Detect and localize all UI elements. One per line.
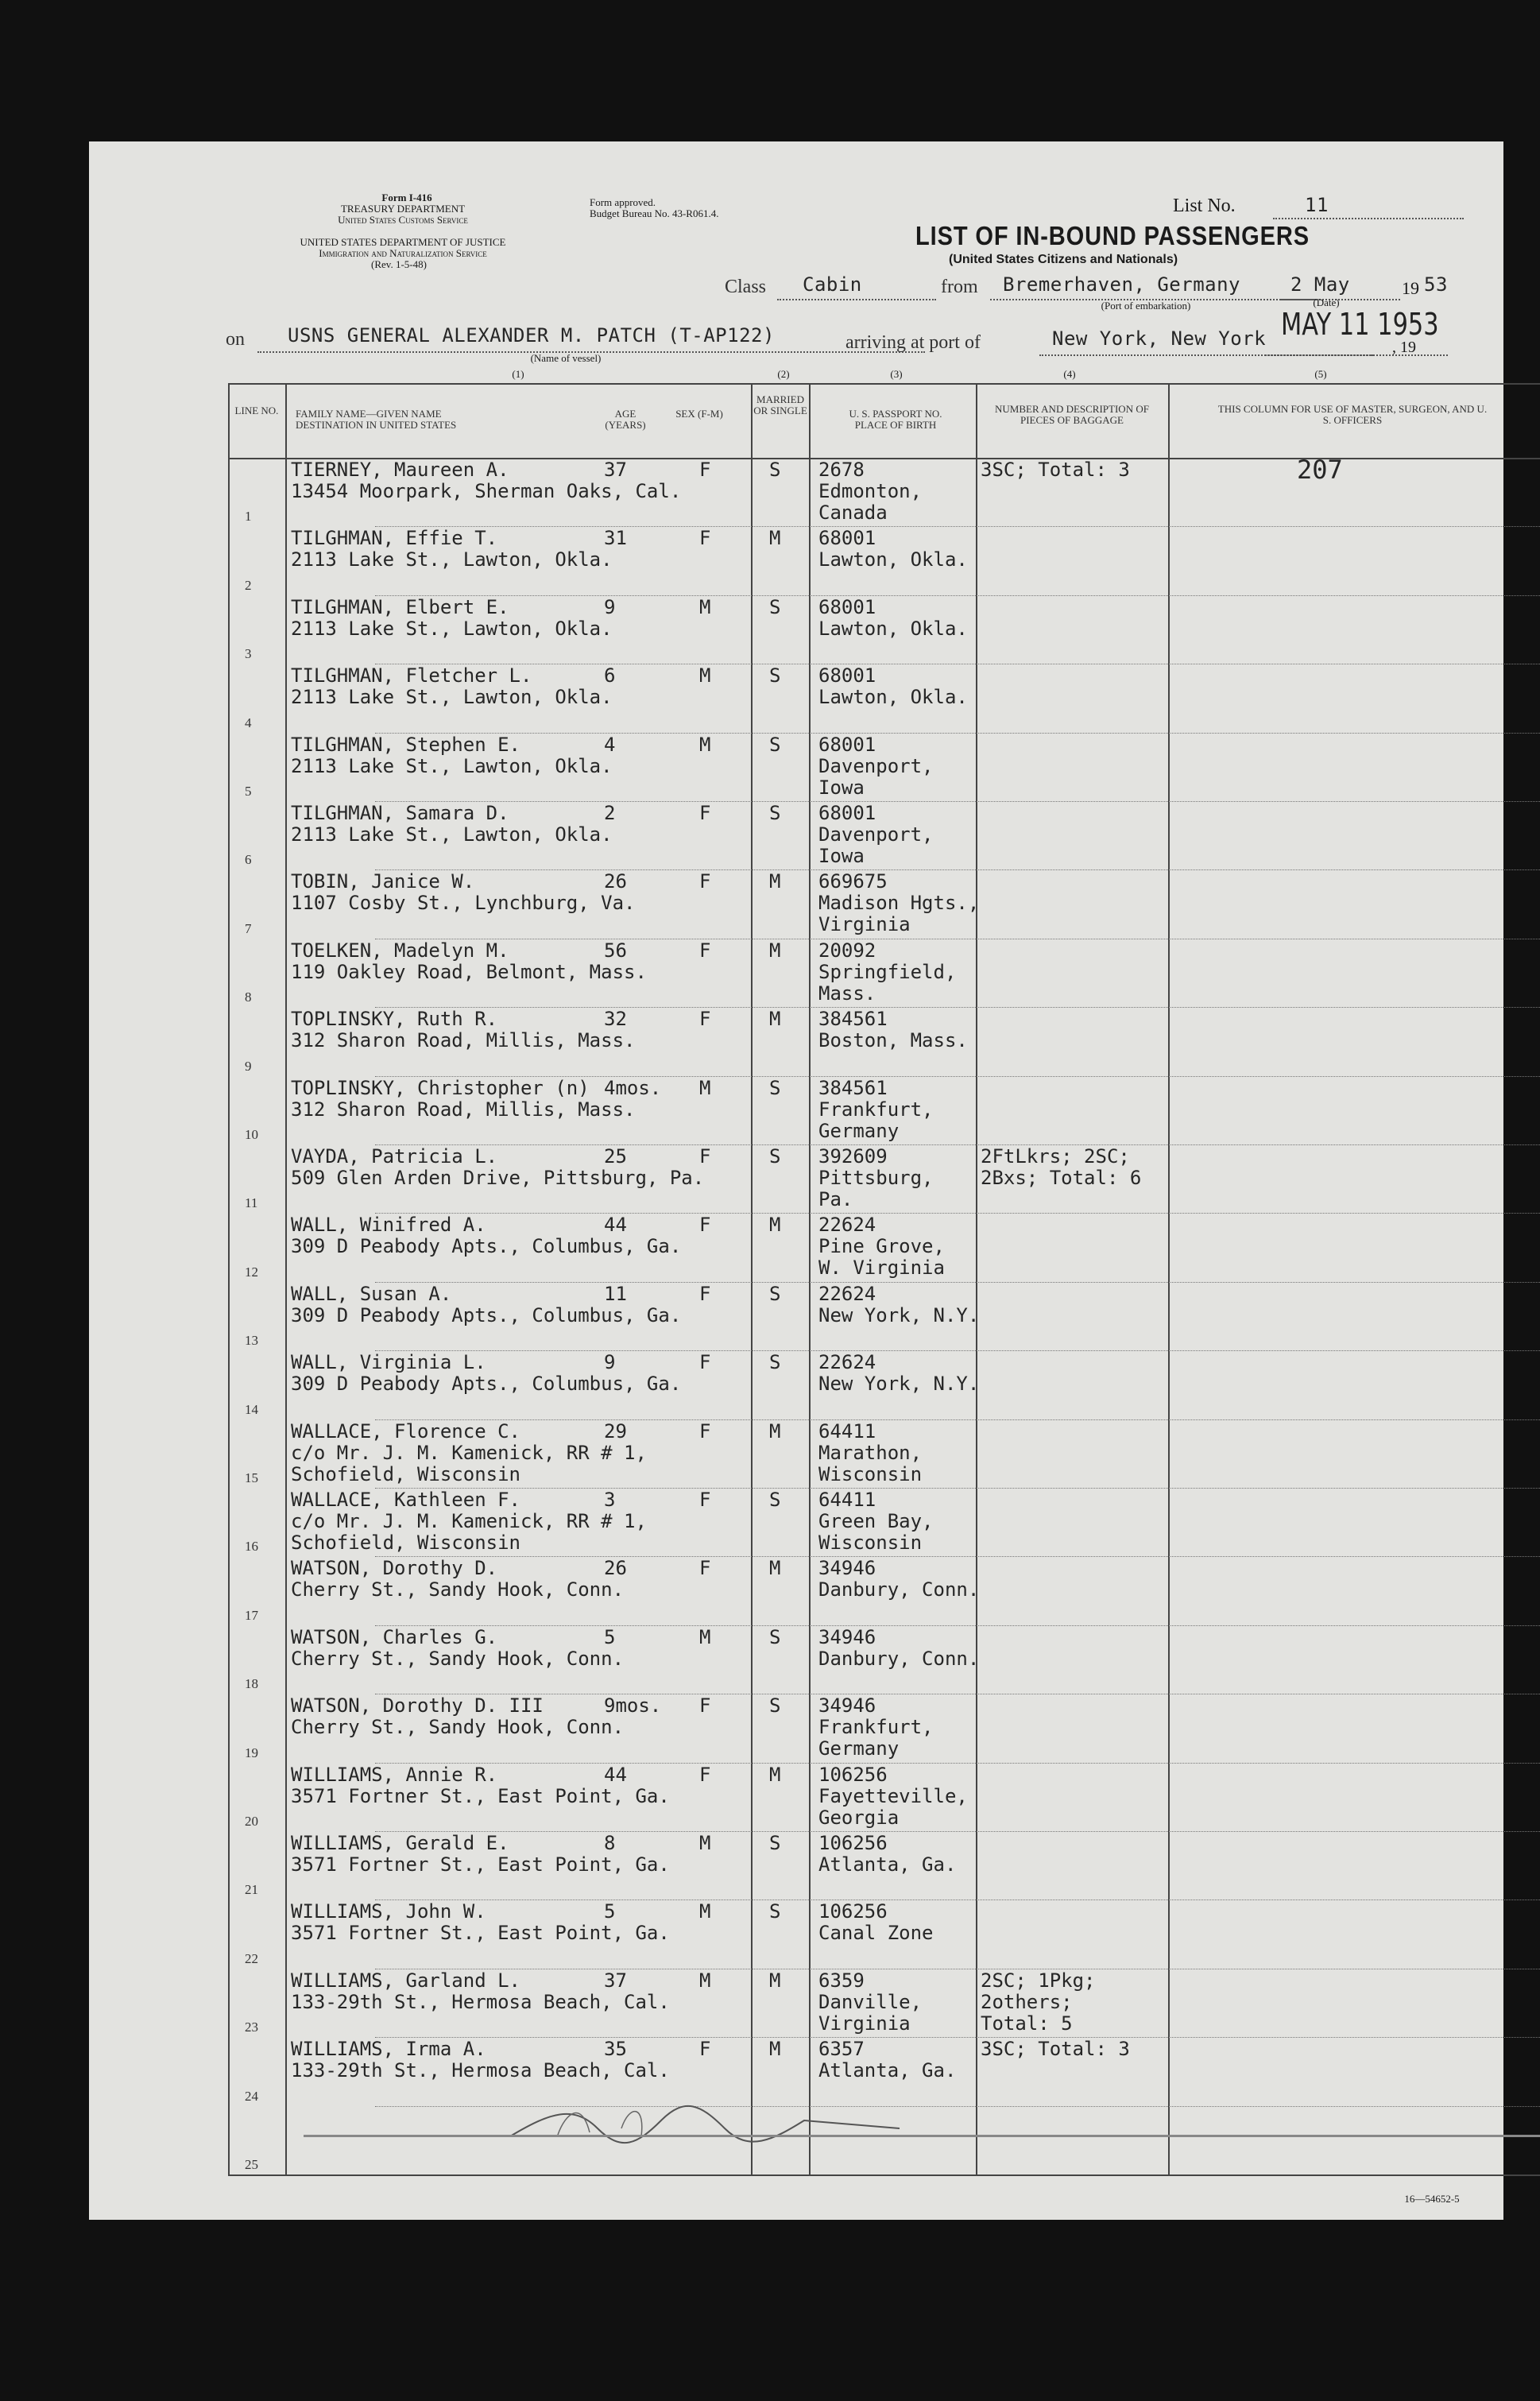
passenger-address: 309 D Peabody Apts., Columbus, Ga.: [291, 1373, 682, 1396]
passport-number: 68001: [818, 664, 876, 687]
passport-number: 6359: [818, 1969, 865, 1992]
passenger-age: 25: [604, 1145, 627, 1168]
birthplace: Atlanta, Ga.: [818, 1853, 957, 1876]
passenger-marital-status: M: [769, 2038, 781, 2061]
passenger-age: 44: [604, 1214, 627, 1237]
passenger-sex: F: [699, 1763, 711, 1786]
birthplace-2: Iowa: [818, 845, 865, 867]
table-row: [89, 1213, 1503, 1282]
line-number: 14: [245, 1401, 258, 1417]
class-label: Class: [725, 277, 767, 297]
line-number: 21: [245, 1882, 258, 1898]
header-line-no: LINE NO.: [234, 405, 279, 416]
passport-number: 64411: [818, 1419, 876, 1443]
passenger-sex: M: [699, 733, 711, 756]
arrival-date-stamp: MAY 11 1953: [1281, 307, 1439, 342]
header-destination: DESTINATION IN UNITED STATES: [296, 419, 457, 431]
passport-number: 384561: [818, 1008, 888, 1031]
birthplace: Canal Zone: [818, 1922, 934, 1945]
arriving-label: arriving at port of: [845, 332, 981, 353]
passenger-sex: F: [699, 527, 711, 550]
passenger-sex: M: [699, 1832, 711, 1854]
list-no-line: [1273, 218, 1464, 219]
header-baggage: NUMBER AND DESCRIPTION OF PIECES OF BAGGAGE: [995, 403, 1149, 426]
passenger-sex: M: [699, 1625, 711, 1648]
passenger-age: 32: [604, 1008, 627, 1031]
birthplace: Springfield,: [818, 960, 957, 983]
passenger-address: 3571 Fortner St., East Point, Ga.: [291, 1784, 670, 1807]
passenger-sex: F: [699, 802, 711, 824]
line-number: 4: [245, 714, 252, 730]
line-number: 16: [245, 1539, 258, 1555]
passenger-address: Cherry St., Sandy Hook, Conn.: [291, 1716, 625, 1739]
passenger-marital-status: S: [769, 1282, 781, 1305]
list-no-label: List No.: [1173, 196, 1236, 216]
form-approved: Form approved.: [590, 196, 656, 208]
passenger-sex: F: [699, 1214, 711, 1237]
header-sex: SEX (F-M): [675, 408, 723, 420]
birthplace-2: Mass.: [818, 982, 876, 1005]
passenger-name: WALLACE, Kathleen F.: [291, 1489, 520, 1511]
passport-number: 392609: [818, 1145, 888, 1168]
passenger-address: 2113 Lake St., Lawton, Okla.: [291, 686, 613, 709]
line-number: 12: [245, 1264, 258, 1280]
passenger-address-2: Schofield, Wisconsin: [291, 1532, 520, 1554]
passenger-sex: F: [699, 939, 711, 962]
birthplace: Danbury, Conn.: [818, 1578, 980, 1601]
passport-number: 34946: [818, 1557, 876, 1580]
passenger-name: WALL, Susan A.: [291, 1282, 452, 1305]
passenger-sex: F: [699, 870, 711, 893]
birthplace-2: Virginia: [818, 2012, 911, 2035]
passenger-marital-status: S: [769, 1900, 781, 1923]
passenger-sex: M: [699, 1076, 711, 1099]
ins-service: Immigration and Naturalization Service: [319, 247, 487, 259]
line-number: 11: [245, 1195, 258, 1211]
line-number: 20: [245, 1813, 258, 1829]
footer-code: 16—54652-5: [1404, 2193, 1460, 2205]
passenger-age: 44: [604, 1763, 627, 1786]
passenger-sex: F: [699, 1557, 711, 1580]
passenger-name: TOBIN, Janice W.: [291, 870, 475, 893]
passenger-address: 13454 Moorpark, Sherman Oaks, Cal.: [291, 480, 682, 502]
officer-note: 207: [1297, 455, 1343, 485]
passenger-marital-status: S: [769, 1351, 781, 1374]
table-row: [89, 1763, 1503, 1832]
birthplace-2: W. Virginia: [818, 1257, 945, 1280]
passenger-address: 309 D Peabody Apts., Columbus, Ga.: [291, 1303, 682, 1326]
passenger-marital-status: M: [769, 939, 781, 962]
line-number: 22: [245, 1950, 258, 1966]
header-name: FAMILY NAME—GIVEN NAME: [296, 408, 442, 420]
passenger-age: 8: [604, 1832, 616, 1854]
passenger-age: 11: [604, 1282, 627, 1305]
table-row: [89, 733, 1503, 802]
birthplace: Frankfurt,: [818, 1716, 934, 1739]
line-number: 5: [245, 783, 252, 799]
port-embarkation-caption: (Port of embarkation): [1101, 300, 1191, 312]
table-row: [89, 526, 1503, 595]
col-number: (5): [1314, 368, 1327, 380]
signature-rule: [304, 2135, 1540, 2137]
birthplace-2: Canada: [818, 501, 888, 524]
birthplace: Marathon,: [818, 1441, 923, 1464]
passport-number: 106256: [818, 1900, 888, 1923]
table-row: [89, 1419, 1503, 1489]
table-row: [89, 1831, 1503, 1900]
table-row: [89, 1969, 1503, 2038]
treasury-dept: TREASURY DEPARTMENT: [340, 203, 466, 215]
passenger-address: 312 Sharon Road, Millis, Mass.: [291, 1098, 636, 1121]
year-prefix: 19: [1402, 278, 1419, 298]
passenger-sex: M: [699, 664, 711, 687]
passenger-name: TILGHMAN, Stephen E.: [291, 733, 520, 756]
passenger-marital-status: M: [769, 527, 781, 550]
passenger-name: WALL, Virginia L.: [291, 1351, 486, 1374]
passenger-name: WATSON, Dorothy D. III: [291, 1694, 544, 1717]
passenger-address: 2113 Lake St., Lawton, Okla.: [291, 754, 613, 777]
budget-bureau: Budget Bureau No. 43-R061.4.: [590, 207, 719, 219]
passport-number: 22624: [818, 1282, 876, 1305]
col-number: (2): [777, 368, 790, 380]
passenger-marital-status: M: [769, 1557, 781, 1580]
passenger-age: 37: [604, 459, 627, 481]
birthplace-2: Germany: [818, 1119, 900, 1142]
departure-date: 2 May: [1290, 273, 1350, 296]
line-number: 10: [245, 1126, 258, 1142]
passenger-sex: M: [699, 1900, 711, 1923]
passport-number: 22624: [818, 1214, 876, 1237]
birthplace: Lawton, Okla.: [818, 686, 968, 709]
officer-signature: [502, 2097, 915, 2152]
passenger-marital-status: S: [769, 1076, 781, 1099]
header-age: AGE (YEARS): [605, 408, 646, 431]
baggage-2: 2Bxs; Total: 6: [981, 1167, 1142, 1189]
birthplace: Pine Grove,: [818, 1235, 945, 1258]
passenger-name: WILLIAMS, Annie R.: [291, 1763, 498, 1786]
passenger-address: 309 D Peabody Apts., Columbus, Ga.: [291, 1235, 682, 1258]
line-number: 8: [245, 989, 252, 1005]
port-of-arrival: New York, New York: [1052, 327, 1267, 350]
birthplace: Madison Hgts.,: [818, 892, 980, 915]
passport-number: 106256: [818, 1832, 888, 1854]
date2-line: [1265, 354, 1448, 356]
passenger-age: 4: [604, 733, 616, 756]
page-subtitle: (United States Citizens and Nationals): [949, 253, 1178, 266]
table-row: [89, 595, 1503, 664]
passport-number: 669675: [818, 870, 888, 893]
passenger-marital-status: S: [769, 1489, 781, 1511]
passenger-marital-status: S: [769, 1832, 781, 1854]
passenger-name: WALL, Winifred A.: [291, 1214, 486, 1237]
form-number: Form I-416: [381, 192, 432, 203]
table-row: [89, 1900, 1503, 1969]
passenger-sex: F: [699, 459, 711, 481]
date-caption: (Date): [1313, 296, 1340, 308]
baggage: 2FtLkrs; 2SC;: [981, 1145, 1130, 1168]
passenger-name: TILGHMAN, Samara D.: [291, 802, 509, 824]
passenger-age: 9: [604, 1351, 616, 1374]
birthplace: Atlanta, Ga.: [818, 2059, 957, 2082]
passenger-name: WATSON, Dorothy D.: [291, 1557, 498, 1580]
class-value: Cabin: [803, 273, 862, 296]
passenger-age: 26: [604, 1557, 627, 1580]
passenger-name: VAYDA, Patricia L.: [291, 1145, 498, 1168]
birthplace: Lawton, Okla.: [818, 548, 968, 571]
line-number: 3: [245, 646, 252, 662]
passenger-marital-status: S: [769, 595, 781, 618]
passenger-name: WILLIAMS, John W.: [291, 1900, 486, 1923]
col-number: (4): [1063, 368, 1076, 380]
table-row: [89, 869, 1503, 939]
passport-number: 68001: [818, 802, 876, 824]
passenger-address: 2113 Lake St., Lawton, Okla.: [291, 548, 613, 571]
passenger-age: 37: [604, 1969, 627, 1992]
passenger-name: TIERNEY, Maureen A.: [291, 459, 509, 481]
passenger-address: 1107 Cosby St., Lynchburg, Va.: [291, 892, 636, 915]
passenger-address: Cherry St., Sandy Hook, Conn.: [291, 1647, 625, 1670]
passenger-address: 2113 Lake St., Lawton, Okla.: [291, 617, 613, 640]
birthplace: Danville,: [818, 1990, 923, 2013]
passenger-marital-status: S: [769, 664, 781, 687]
passenger-name: TOPLINSKY, Ruth R.: [291, 1008, 498, 1031]
page-title: LIST OF IN-BOUND PASSENGERS: [915, 221, 1310, 250]
passenger-name: WALLACE, Florence C.: [291, 1419, 520, 1443]
baggage-2: 2others;: [981, 1990, 1073, 2013]
birthplace-2: Wisconsin: [818, 1532, 923, 1554]
passport-number: 2678: [818, 459, 865, 481]
passenger-address: 3571 Fortner St., East Point, Ga.: [291, 1853, 670, 1876]
table-row: [89, 939, 1503, 1008]
passenger-age: 6: [604, 664, 616, 687]
passenger-age: 2: [604, 802, 616, 824]
line-number: 24: [245, 2088, 258, 2104]
justice-dept: UNITED STATES DEPARTMENT OF JUSTICE: [300, 236, 506, 248]
line-number: 7: [245, 920, 252, 936]
passport-number: 6357: [818, 2038, 865, 2061]
passenger-address: 133-29th St., Hermosa Beach, Cal.: [291, 1990, 670, 2013]
passenger-sex: F: [699, 1419, 711, 1443]
passenger-age: 5: [604, 1625, 616, 1648]
birthplace-2: Georgia: [818, 1806, 900, 1829]
list-no-value: 11: [1305, 194, 1329, 216]
line-number: 6: [245, 852, 252, 868]
vessel-name: USNS GENERAL ALEXANDER M. PATCH (T-AP122): [288, 324, 775, 347]
passenger-age: 3: [604, 1489, 616, 1511]
birthplace: Fayetteville,: [818, 1784, 968, 1807]
birthplace: Green Bay,: [818, 1510, 934, 1532]
line-number: 18: [245, 1676, 258, 1692]
header-birth: PLACE OF BIRTH: [854, 419, 937, 431]
birthplace: Edmonton,: [818, 480, 923, 502]
passenger-age: 35: [604, 2038, 627, 2061]
passenger-address: 133-29th St., Hermosa Beach, Cal.: [291, 2059, 670, 2082]
line-number: 23: [245, 2020, 258, 2035]
passport-number: 68001: [818, 595, 876, 618]
passenger-sex: F: [699, 1145, 711, 1168]
header-passport: U. S. PASSPORT NO.: [849, 408, 942, 420]
passenger-marital-status: S: [769, 802, 781, 824]
passenger-name: TILGHMAN, Fletcher L.: [291, 664, 532, 687]
birthplace-2: Wisconsin: [818, 1462, 923, 1485]
birthplace: Danbury, Conn.: [818, 1647, 980, 1670]
table-row: [89, 1625, 1503, 1694]
birthplace-2: Iowa: [818, 776, 865, 799]
passenger-age: 29: [604, 1419, 627, 1443]
header-married: MARRIED OR SINGLE: [753, 393, 807, 416]
revision-date: (Rev. 1-5-48): [371, 258, 427, 270]
table-row: [89, 1488, 1503, 1557]
baggage: 3SC; Total: 3: [981, 2038, 1130, 2061]
year-suffix: , 19: [1392, 339, 1416, 356]
passenger-sex: F: [699, 1489, 711, 1511]
departure-year: 53: [1424, 273, 1448, 296]
passenger-address: 509 Glen Arden Drive, Pittsburg, Pa.: [291, 1167, 705, 1189]
port-of-embarkation: Bremerhaven, Germany: [1003, 273, 1240, 296]
birthplace: Davenport,: [818, 823, 934, 846]
passenger-name: WILLIAMS, Irma A.: [291, 2038, 486, 2061]
passenger-name: WILLIAMS, Garland L.: [291, 1969, 520, 1992]
passenger-address: c/o Mr. J. M. Kamenick, RR # 1,: [291, 1441, 647, 1464]
passenger-sex: F: [699, 1694, 711, 1717]
passenger-address: c/o Mr. J. M. Kamenick, RR # 1,: [291, 1510, 647, 1532]
line-number: 17: [245, 1607, 258, 1623]
passenger-sex: F: [699, 1008, 711, 1031]
passport-number: 22624: [818, 1351, 876, 1374]
table-row: [89, 1556, 1503, 1625]
birthplace: Frankfurt,: [818, 1098, 934, 1121]
passport-number: 384561: [818, 1076, 888, 1099]
passenger-marital-status: S: [769, 1145, 781, 1168]
table-row: [89, 1007, 1503, 1076]
passport-number: 68001: [818, 733, 876, 756]
passport-number: 34946: [818, 1625, 876, 1648]
line-number: 1: [245, 509, 252, 525]
col-number: (3): [890, 368, 903, 380]
class-line: [777, 299, 936, 300]
passport-number: 34946: [818, 1694, 876, 1717]
passenger-sex: M: [699, 595, 711, 618]
passenger-age: 9: [604, 595, 616, 618]
passenger-marital-status: S: [769, 1625, 781, 1648]
table-row: [89, 455, 1503, 527]
passenger-marital-status: M: [769, 870, 781, 893]
table-row: [89, 1144, 1503, 1214]
passenger-marital-status: M: [769, 1419, 781, 1443]
passenger-sex: F: [699, 1282, 711, 1305]
passenger-address: Cherry St., Sandy Hook, Conn.: [291, 1578, 625, 1601]
passenger-name: TILGHMAN, Elbert E.: [291, 595, 509, 618]
passenger-sex: F: [699, 2038, 711, 2061]
passport-number: 68001: [818, 527, 876, 550]
birthplace-2: Germany: [818, 1737, 900, 1760]
table-row: [89, 664, 1503, 733]
table-row: [89, 1076, 1503, 1145]
passenger-name: TILGHMAN, Effie T.: [291, 527, 498, 550]
table-row: [89, 1350, 1503, 1419]
table-row: [89, 1282, 1503, 1351]
passenger-age: 26: [604, 870, 627, 893]
passenger-address-2: Schofield, Wisconsin: [291, 1462, 520, 1485]
passenger-address: 3571 Fortner St., East Point, Ga.: [291, 1922, 670, 1945]
birthplace: Boston, Mass.: [818, 1029, 968, 1052]
line-number: 2: [245, 577, 252, 593]
passenger-age: 4mos.: [604, 1076, 662, 1099]
passenger-marital-status: M: [769, 1763, 781, 1786]
passenger-age: 31: [604, 527, 627, 550]
birthplace: New York, N.Y.: [818, 1303, 980, 1326]
line-number: 15: [245, 1470, 258, 1485]
vessel-caption: (Name of vessel): [530, 352, 602, 364]
birthplace: Davenport,: [818, 754, 934, 777]
from-label: from: [941, 277, 978, 297]
passenger-age: 5: [604, 1900, 616, 1923]
passport-number: 20092: [818, 939, 876, 962]
on-label: on: [226, 329, 245, 350]
passenger-name: WATSON, Charles G.: [291, 1625, 498, 1648]
line-number: 9: [245, 1058, 252, 1074]
passenger-marital-status: M: [769, 1214, 781, 1237]
birthplace-2: Pa.: [818, 1188, 853, 1210]
line-number: 19: [245, 1745, 258, 1760]
passenger-age: 56: [604, 939, 627, 962]
passenger-address: 119 Oakley Road, Belmont, Mass.: [291, 960, 647, 983]
passport-number: 106256: [818, 1763, 888, 1786]
passenger-name: TOELKEN, Madelyn M.: [291, 939, 509, 962]
table-row: [89, 801, 1503, 870]
passenger-marital-status: M: [769, 1008, 781, 1031]
table-top-border: [228, 383, 1540, 385]
passenger-age: 9mos.: [604, 1694, 662, 1717]
passenger-marital-status: S: [769, 1694, 781, 1717]
passenger-marital-status: S: [769, 733, 781, 756]
line-number: 13: [245, 1333, 258, 1349]
baggage: 3SC; Total: 3: [981, 459, 1130, 481]
passenger-name: WILLIAMS, Gerald E.: [291, 1832, 509, 1854]
passport-number: 64411: [818, 1489, 876, 1511]
customs-service: United States Customs Service: [338, 214, 468, 226]
birthplace: Lawton, Okla.: [818, 617, 968, 640]
form-sheet: [89, 141, 1503, 2220]
header-officer: THIS COLUMN FOR USE OF MASTER, SURGEON, AND U. S. OFFICERS: [1217, 403, 1488, 426]
baggage-3: Total: 5: [981, 2012, 1073, 2035]
passenger-name: TOPLINSKY, Christopher (n): [291, 1076, 590, 1099]
birthplace-2: Virginia: [818, 913, 911, 936]
table-row: [89, 1694, 1503, 1763]
col-number: (1): [512, 368, 524, 380]
passenger-marital-status: M: [769, 1969, 781, 1992]
passenger-sex: F: [699, 1351, 711, 1374]
birthplace: New York, N.Y.: [818, 1373, 980, 1396]
baggage: 2SC; 1Pkg;: [981, 1969, 1096, 1992]
passenger-sex: M: [699, 1969, 711, 1992]
birthplace: Pittsburg,: [818, 1167, 934, 1189]
passenger-marital-status: S: [769, 459, 781, 481]
passenger-address: 2113 Lake St., Lawton, Okla.: [291, 823, 613, 846]
passenger-address: 312 Sharon Road, Millis, Mass.: [291, 1029, 636, 1052]
line-number: 25: [245, 2156, 258, 2172]
